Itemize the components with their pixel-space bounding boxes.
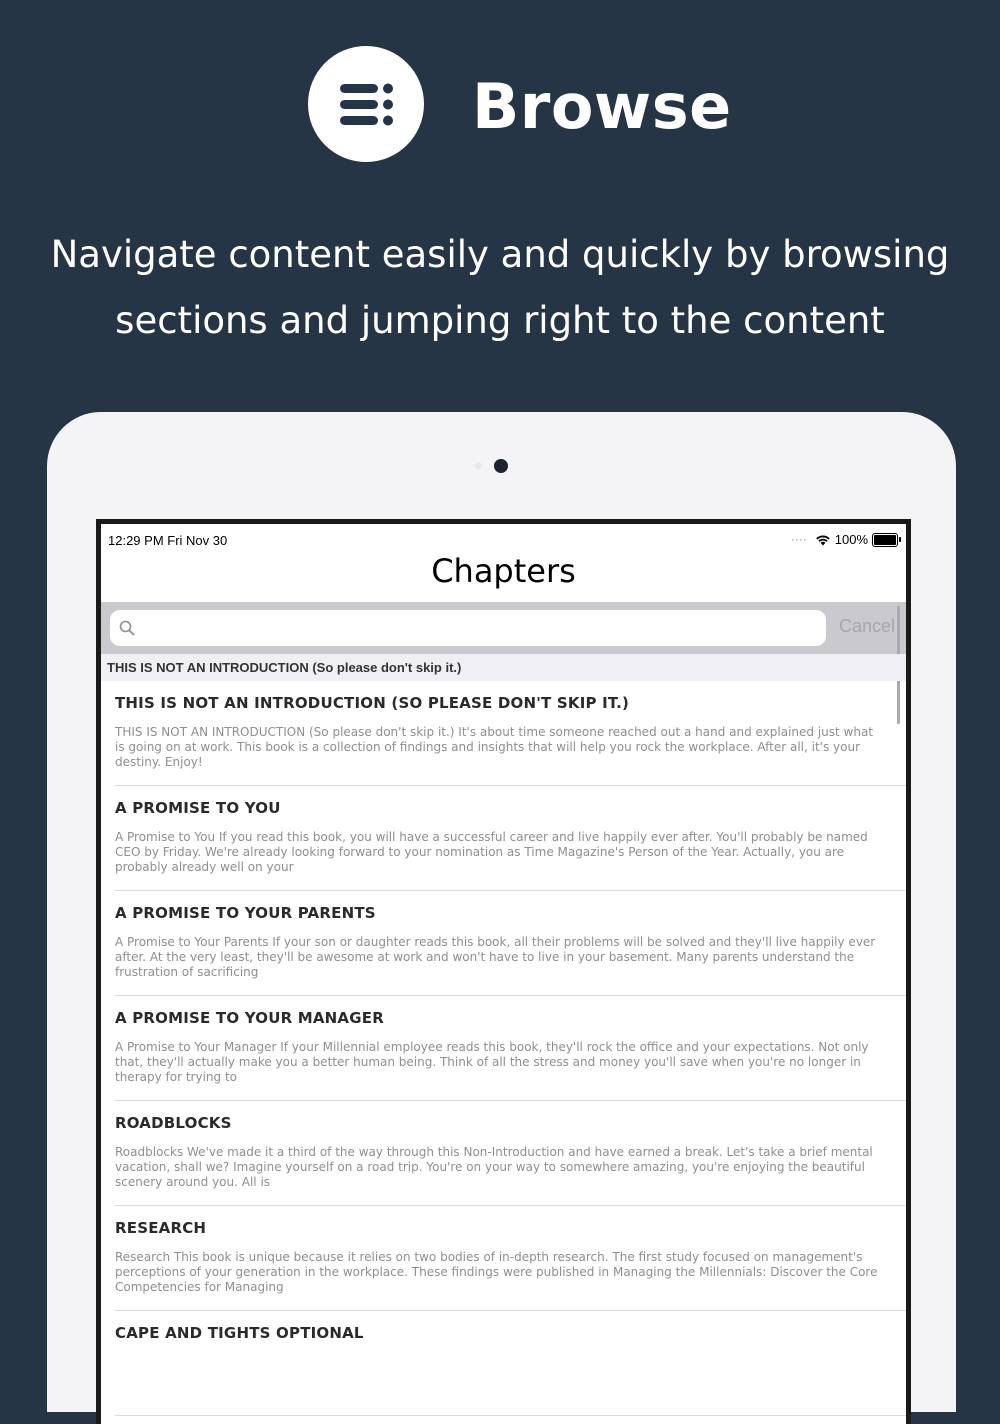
chapter-list: [101, 681, 906, 1416]
camera-icon: [494, 459, 508, 473]
chapter-title: A PROMISE TO YOUR PARENTS: [115, 904, 376, 922]
chapter-title: ROADBLOCKS: [115, 1114, 232, 1132]
chapter-description: A Promise to You If you read this book, you will have a successful career and live happily ever after. You'll probably be named CEO by Friday. We're already looking forward to your nomination as Time Magazine's Person of the Year. Actually, you are probably already well on your: [115, 830, 868, 874]
search-input[interactable]: [146, 610, 816, 646]
chapter-title: A PROMISE TO YOU: [115, 799, 281, 817]
chapter-title: RESEARCH: [115, 1219, 207, 1237]
battery-percent: 100%: [834, 532, 868, 547]
nav-title: Chapters: [431, 552, 576, 590]
chapter-title: THIS IS NOT AN INTRODUCTION (SO PLEASE DON'T SKIP IT.): [115, 694, 630, 712]
chapter-description: Roadblocks We've made it a third of the way through this Non-Introduction and have earned a break. Let's take a brief mental vacation, shall we? Imagine yourself on a road trip. You're on your way to somewhere amazing, you're enjoying the beautiful scenery around you. All is: [115, 1145, 873, 1189]
chapter-description: A Promise to Your Manager If your Millennial employee reads this book, they'll rock the office and your expectations. Not only that, they'll actually make you a better human being. Think of all the stress and money you'll save when you're no longer in therapy for trying to: [115, 1040, 869, 1084]
chapter-item[interactable]: [101, 1311, 906, 1416]
battery-icon: [872, 533, 898, 547]
cancel-button[interactable]: Cancel: [839, 616, 896, 636]
chapter-item[interactable]: [101, 681, 906, 786]
status-right: [791, 532, 898, 547]
status-time: 12:29 PM Fri Nov 30: [108, 533, 228, 548]
chapter-title: CAPE AND TIGHTS OPTIONAL: [115, 1324, 364, 1342]
search-icon: [119, 620, 135, 636]
chapter-item[interactable]: [101, 996, 906, 1101]
sensor-dot: [475, 462, 482, 469]
chapter-description: Research This book is unique because it relies on two bodies of in-depth research. The first study focused on management's perceptions of your generation in the workplace. These findings were published in Managing the Millennials: Discover the Core Competencies for Managing: [115, 1250, 878, 1294]
chapter-item[interactable]: [101, 891, 906, 996]
signal-dots-icon: ····: [790, 531, 807, 546]
search-bar: [101, 602, 906, 654]
chapter-description: THIS IS NOT AN INTRODUCTION (So please don't skip it.) It's about time someone reached out a hand and explained just what is going on at work. This book is a collection of findings and insights that will help you rock the workplace. After all, it's your destiny. Enjoy!: [115, 725, 874, 769]
tablet-screen: [96, 519, 911, 1424]
chapter-item[interactable]: [101, 1101, 906, 1206]
chapter-item[interactable]: [101, 786, 906, 891]
chapter-title: A PROMISE TO YOUR MANAGER: [115, 1009, 384, 1027]
tagline-line-2: sections and jumping right to the content: [115, 299, 885, 342]
tagline: [20, 222, 980, 354]
status-bar: [101, 524, 906, 550]
chapter-description: A Promise to Your Parents If your son or daughter reads this book, all their problems will be solved and they'll live happily ever after. At the very least, they'll be awesome at work and won't have to live in your basement. Many parents understand the frustration of sacrificing: [115, 935, 876, 979]
search-field[interactable]: [110, 610, 826, 646]
tagline-line-1: Navigate content easily and quickly by browsing: [50, 233, 950, 276]
wifi-icon: [815, 534, 831, 546]
section-header: THIS IS NOT AN INTRODUCTION (So please don't skip it.): [101, 654, 906, 681]
browse-list-icon: [308, 46, 424, 162]
header-title: Browse: [472, 70, 732, 143]
chapter-item[interactable]: [101, 1206, 906, 1311]
